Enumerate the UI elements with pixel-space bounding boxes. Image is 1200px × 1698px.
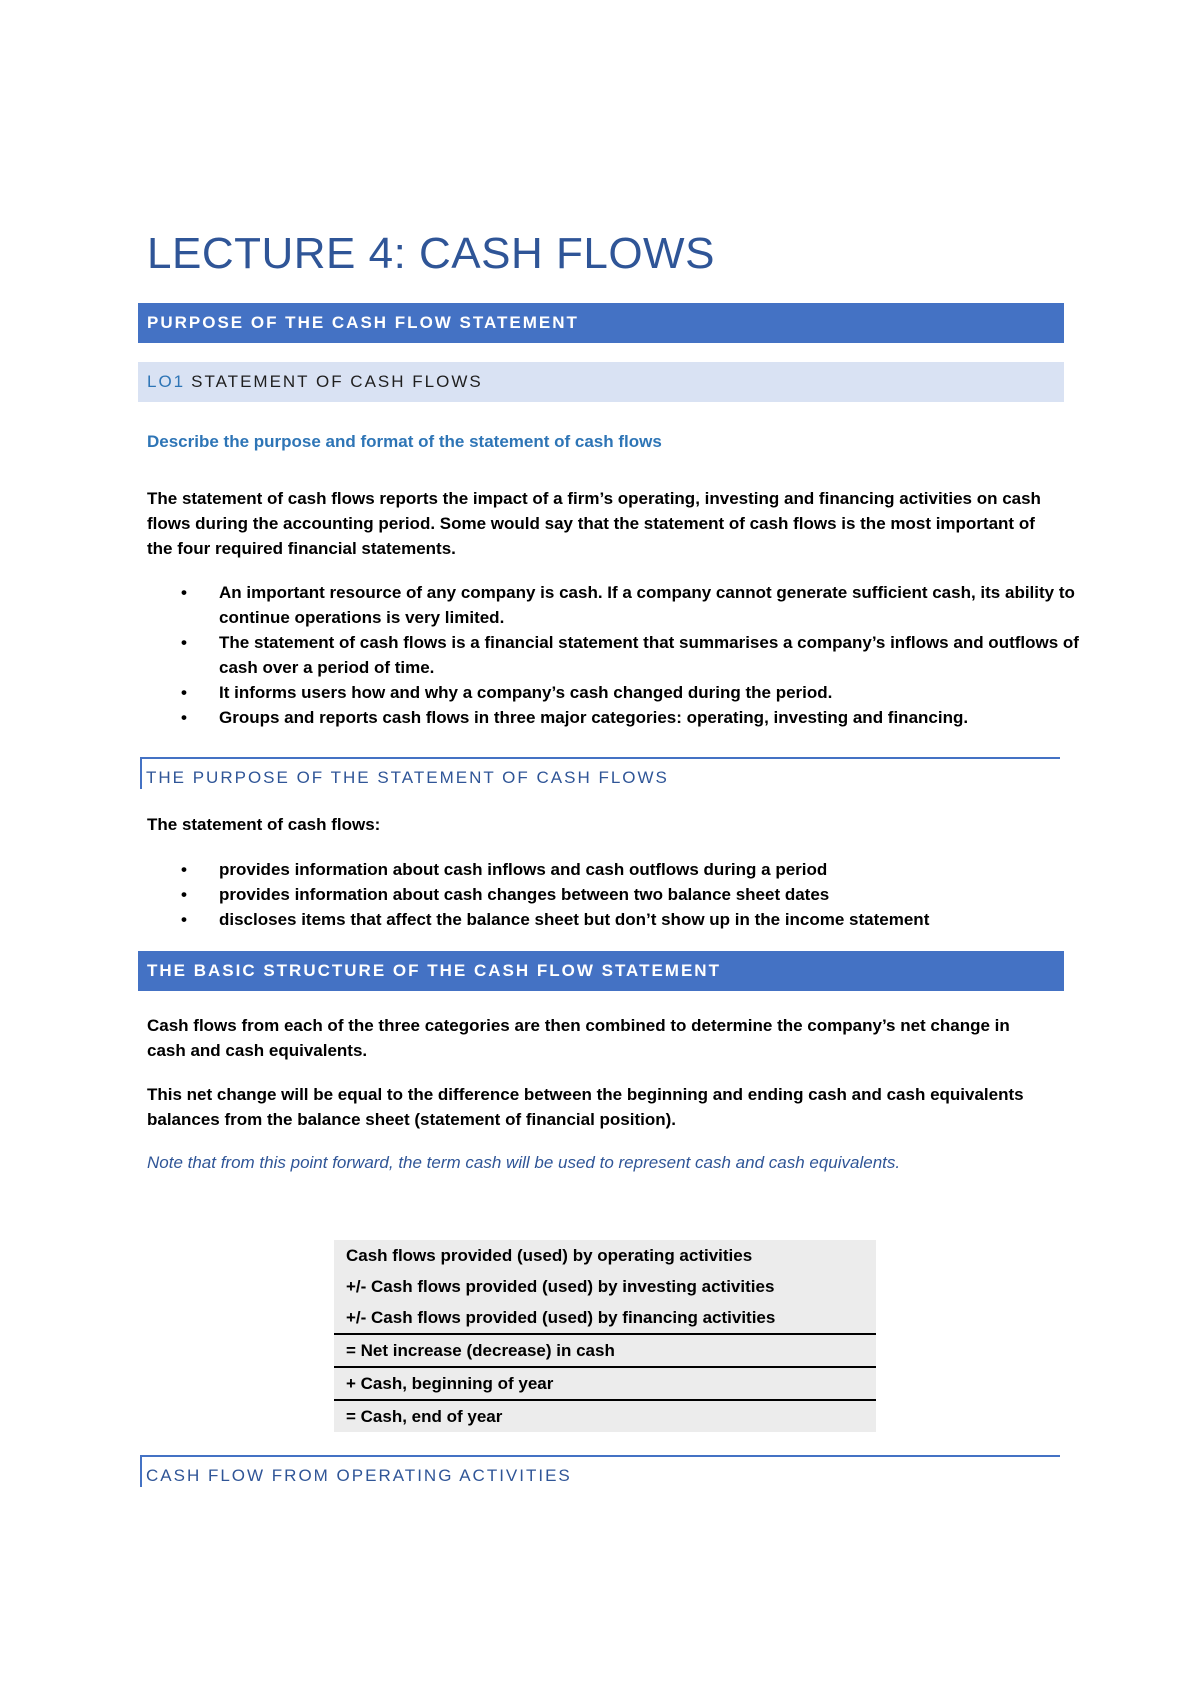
purpose-bullet-list — [172, 580, 1109, 730]
list-item — [181, 705, 1109, 730]
list-item — [181, 857, 1109, 882]
table-cell: + Cash, beginning of year — [334, 1367, 876, 1400]
list-item-text: It informs users how and why a company’s cash changed during the period. — [219, 683, 833, 702]
table-row — [334, 1334, 876, 1367]
cash-definition-note: Note that from this point forward, the term cash will be used to represent cash and cash equivalents. — [147, 1153, 901, 1172]
list-item-text: An important resource of any company is cash. If a company cannot generate sufficient cash, its ability to continue operations is very limited. — [219, 583, 1075, 627]
table-cell: = Cash, end of year — [334, 1400, 876, 1432]
table-cell: = Net increase (decrease) in cash — [334, 1334, 876, 1367]
list-item-text: Groups and reports cash flows in three major categories: operating, investing and financing. — [219, 708, 969, 727]
list-item-text: provides information about cash inflows and cash outflows during a period — [219, 860, 828, 879]
bullet-icon: • — [181, 910, 187, 929]
statement-intro: The statement of cash flows: — [147, 815, 381, 834]
list-item — [181, 630, 1109, 680]
lo1-heading — [138, 362, 1064, 402]
bullet-icon: • — [181, 708, 187, 727]
list-item — [181, 882, 1109, 907]
table-row — [334, 1400, 876, 1432]
list-item — [181, 680, 1109, 705]
list-item — [181, 907, 1109, 932]
lo-title: STATEMENT OF CASH FLOWS — [191, 372, 483, 391]
learning-objective-subheading: Describe the purpose and format of the statement of cash flows — [147, 432, 662, 451]
section-heading-operating-activities: CASH FLOW FROM OPERATING ACTIVITIES — [146, 1466, 572, 1485]
bullet-icon: • — [181, 633, 187, 652]
table-row — [334, 1240, 876, 1271]
list-item — [181, 580, 1109, 630]
bullet-icon: • — [181, 583, 187, 602]
bullet-icon: • — [181, 885, 187, 904]
table-cell: +/- Cash flows provided (used) by financing activities — [334, 1302, 876, 1334]
page-title: LECTURE 4: CASH FLOWS — [147, 229, 715, 278]
list-item-text: The statement of cash flows is a financial statement that summarises a company’s inflows and outflows of cash over a period of time. — [219, 633, 1079, 677]
table-cell: Cash flows provided (used) by operating activities — [334, 1240, 876, 1271]
table-row — [334, 1271, 876, 1302]
cash-flow-structure-table — [334, 1240, 876, 1432]
table-cell: +/- Cash flows provided (used) by investing activities — [334, 1271, 876, 1302]
intro-paragraph: The statement of cash flows reports the impact of a firm’s operating, investing and financing activities on cash flows during the accounting period. Some would say that the statement of cash flows is the most important of the four required financial statements. — [147, 489, 1041, 558]
bullet-icon: • — [181, 683, 187, 702]
structure-paragraph-2: This net change will be equal to the difference between the beginning and ending cash and cash equivalents balances from the balance sheet (statement of financial position). — [147, 1085, 1024, 1129]
list-item-text: discloses items that affect the balance sheet but don’t show up in the income statement — [219, 910, 930, 929]
bullet-icon: • — [181, 860, 187, 879]
table-row — [334, 1302, 876, 1334]
structure-paragraph-1: Cash flows from each of the three categories are then combined to determine the company’s net change in cash and cash equivalents. — [147, 1016, 1010, 1060]
list-item-text: provides information about cash changes between two balance sheet dates — [219, 885, 830, 904]
lo-tag: LO1 — [147, 372, 186, 391]
section-heading-structure: THE BASIC STRUCTURE OF THE CASH FLOW STATEMENT — [138, 951, 1064, 991]
section-heading-purpose: PURPOSE OF THE CASH FLOW STATEMENT — [138, 303, 1064, 343]
table-row — [334, 1367, 876, 1400]
section-heading-statement-purpose: THE PURPOSE OF THE STATEMENT OF CASH FLOWS — [146, 768, 669, 787]
statement-bullet-list — [172, 857, 1109, 932]
